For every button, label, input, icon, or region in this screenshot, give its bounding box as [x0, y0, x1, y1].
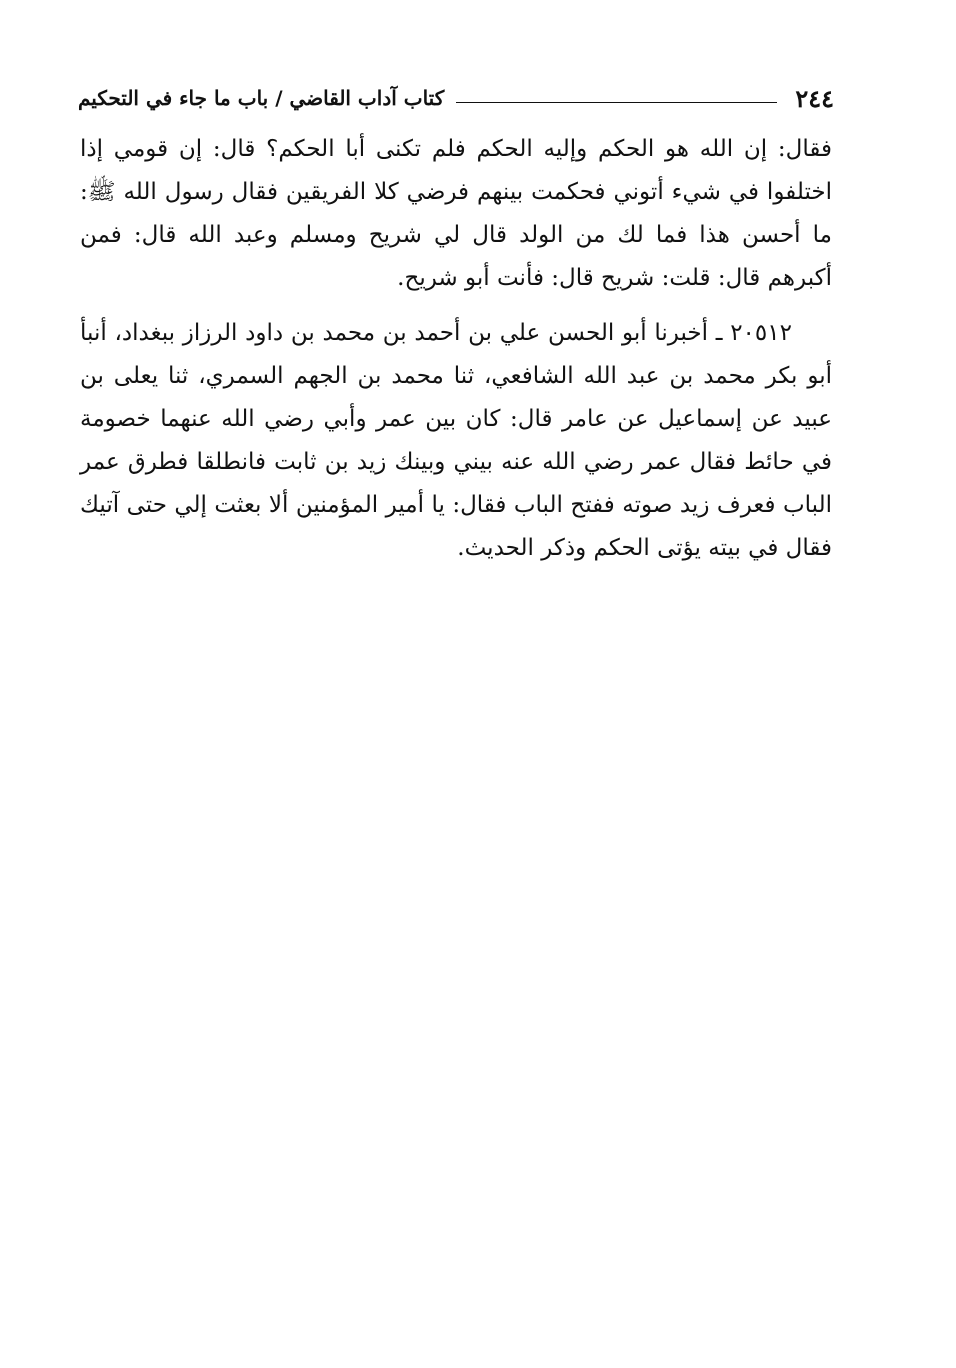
paragraph-1: فقال: إن الله هو الحكم وإليه الحكم فلم تكنى أبا الحكم؟ قال: إن قومي إذا اختلفوا في شيء أتوني فحكمت بينهم فرضي كلا الفريقين فقال رسول الله ﷺ: ما أحسن هذا فما لك من الولد قال لي شريح ومسلم وعبد الله قال: فمن أكبرهم قال: قلت: شريح قال: فأنت أبو شريح. [80, 136, 832, 291]
paragraph-2-text: أخبرنا أبو الحسن علي بن أحمد بن محمد بن داود الرزاز ببغداد، أنبأ أبو بكر محمد بن عبد الله الشافعي، ثنا محمد بن الجهم السمري، ثنا يعلى بن عبيد عن إسماعيل عن عامر قال: كان بين عمر وأبي رضي الله عنهما خصومة في حائط فقال عمر رضي الله عنه بيني وبينك زيد بن ثابت فانطلقا فطرق عمر الباب فعرف زيد صوته ففتح الباب فقال: يا أمير المؤمنين ألا بعثت إلي حتى آتيك فقال في بيته يؤتى الحكم وذكر الحديث. [80, 320, 832, 561]
hadith-number: ٢٠٥١٢ ـ [708, 320, 792, 346]
running-title: كتاب آداب القاضي / باب ما جاء في التحكيم [78, 86, 445, 110]
page-body [80, 128, 832, 570]
paragraph-2 [80, 312, 832, 570]
page-number: ٢٤٤ [795, 83, 834, 113]
page-header [78, 78, 834, 118]
header-rule [456, 102, 777, 103]
